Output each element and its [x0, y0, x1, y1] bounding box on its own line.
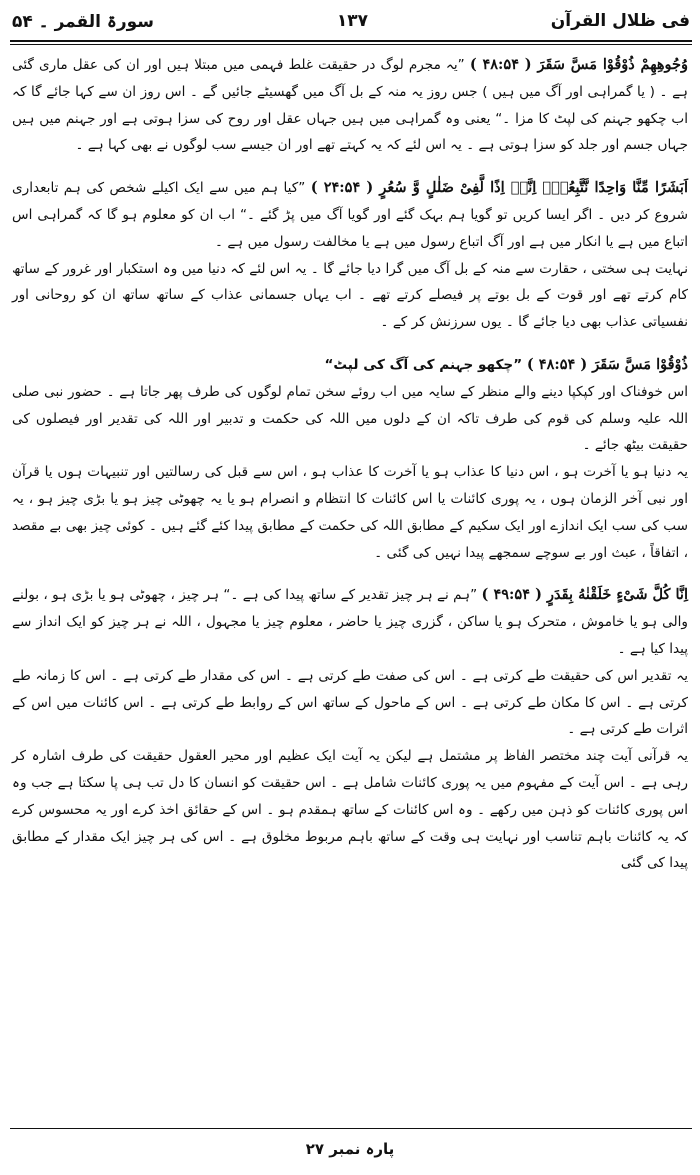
verse-text: اَبَشَرًا مِّنَّا وَاحِدًا نَّتَّبِعُهٗۤ اِنَّاۤ اِذًا لَّفِیْ ضَلٰلٍ وَّ سُعُرٍ ( ۲۴:۵۴ ) — [310, 179, 688, 197]
page-body — [12, 52, 688, 877]
book-title: فی ظلال القرآن — [550, 11, 690, 31]
paragraph — [12, 459, 688, 566]
verse-text: وُجُوهِهِمْ ذُوْقُوْا مَسَّ سَقَرَ ( ۴۸:۵۴ ) — [469, 56, 688, 73]
surah-label: سورۃ القمر ۔ ۵۴ — [12, 11, 155, 32]
paragraph-text: ”کیا ہم میں سے ایک اکیلے شخص کی ہم تابعداری شروع کر دیں ۔ اگر ایسا کریں تو گویا ہم بہک گئے اور گویا آگ میں پڑ گئے ۔“ اب ان کو معلوم ہو گا کہ گمراہی اس اتباع میں ہے یا انکار میں ہے اور آگ اتباع رسول میں ہے یا مخالفت رسول میں ہے ۔ — [12, 180, 688, 250]
verse-text: ذُوْقُوْا مَسَّ سَقَرَ ( ۴۸:۵۴ ) — [526, 355, 688, 373]
paragraph — [12, 379, 688, 459]
paragraph-text: ”یہ مجرم لوگ در حقیقت غلط فہمی میں مبتلا ہیں اور ان کی عقل ماری گئی ہے ۔ ( یا گمراہی اور آگ میں ہیں ) جس روز یہ منہ کے بل آگ میں گھسیٹے جائیں گے ۔ اس روز ان سے کہا جائے گا کہ اب چکھو جہنم کی لپٹ کا مزا ۔“ یعنی وہ گمراہی میں ہیں جہاں عقل اور روح کی سزا ہوتی ہے اور جہنم میں ہیں جہاں جسم اور جلد کو سزا ہوتی ہے ۔ یہ اس لئے کہ یہ کہتے تھے اور ان جیسے سب لوگوں نے بھی کہا ہے ۔ — [12, 57, 688, 154]
verse-text: اِنَّا كُلَّ شَیْءٍ خَلَقْنٰهُ بِقَدَرٍ ( ۴۹:۵۴ ) — [481, 586, 688, 604]
paragraph-text: ”چکھو جہنم کی آگ کی لپٹ“ — [324, 356, 527, 373]
header-rule-thin — [10, 44, 692, 45]
paragraph — [12, 663, 688, 743]
paragraph-text: یہ قرآنی آیت چند مختصر الفاظ پر مشتمل ہے لیکن یہ آیت ایک عظیم اور محیر العقول حقیقت کی طرف اشارہ کر رہی ہے ۔ اس آیت کے مفہوم میں یہ پوری کائنات شامل ہے ۔ اس حقیقت کو انسان کا دل تب ہی پا سکتا ہے جب وہ اس پوری کائنات کو ذہن میں رکھے ۔ وہ اس کائنات کے ساتھ ہمقدم ہو ۔ اس کے حقائق اخذ کرے اور یہ محسوس کرے کہ یہ کائنات باہم تناسب اور نہایت ہی وقت کے ساتھ باہم مربوط مخلوق ہے ۔ اس کی ہر چیز ایک مقدار کے مطابق پیدا کی گئی — [12, 748, 689, 872]
paragraph-text: ”ہم نے ہر چیز تقدیر کے ساتھ پیدا کی ہے ۔“ ہر چیز ، چھوٹی ہو یا بڑی ہو ، بولنے والی ہو یا خاموش ، متحرک ہو یا ساکن ، گزری چیز یا حاضر ، معلوم چیز یا مجہول ، اللہ نے ہر چیز کو ایک انداز سے پیدا کیا ہے ۔ — [12, 587, 688, 657]
paragraph — [12, 256, 688, 336]
paragraph — [12, 175, 688, 255]
paragraph-text: نہایت ہی سختی ، حقارت سے منہ کے بل آگ میں گرا دیا جائے گا ۔ یہ اس لئے کہ دنیا میں وہ استکبار اور غرور کے ساتھ کام کرتے تھے اور قوت کے بل بوتے پر فیصلے کرتے تھے ۔ اب یہاں جسمانی عذاب کے ساتھ ساتھ ان کو روحانی اور نفسیاتی عذاب بھی دیا جائے گا ۔ یوں سرزنش کر کے ۔ — [12, 260, 688, 331]
paragraph — [12, 582, 688, 662]
page-header — [12, 6, 690, 36]
paragraph-text: یہ دنیا ہو یا آخرت ہو ، اس دنیا کا عذاب ہو یا آخرت کا عذاب ہو ، اس سے قبل کی رسالتیں اور تنبیہات ہوں یا قرآن اور نبی آخر الزمان ہوں ، یہ پوری کائنات یا اس کائنات کا انتظام و انصرام ہو یا یہ چھوٹی چیز ہو یا بڑی چیز ہو ، یہ سب کی سب ایک اندازے اور ایک سکیم کے مطابق اللہ کی حکمت کے مطابق پیدا کئے گئے ہیں ۔ کوئی چیز بھی بے مقصد ، اتفاقاً ، عبث اور بے سوچے سمجھے پیدا نہیں کی گئی ۔ — [12, 464, 688, 561]
paragraph — [12, 743, 688, 877]
paragraph-text: اس خوفناک اور کپکپا دینے والے منظر کے سایہ میں اب روئے سخن تمام لوگوں کی طرف پھر جاتا ہے ۔ حضور نبی صلی اللہ علیہ وسلم کی قوم کی طرف تاکہ ان کے دلوں میں اللہ کی حکمت و تدبیر اور اللہ کی تقدیر اور فیصلوں کی حقیقت بیٹھ جائے ۔ — [12, 383, 688, 454]
para-number: پارہ نمبر ۲۷ — [305, 1140, 395, 1158]
page-number: ۱۳۷ — [336, 11, 368, 31]
paragraph — [12, 52, 688, 159]
paragraph-text: یہ تقدیر اس کی حقیقت طے کرتی ہے ۔ اس کی صفت طے کرتی ہے ۔ اس کی مقدار طے کرتی ہے ۔ اس کا زمانہ طے کرتی ہے ۔ اس کا مکان طے کرتی ہے ۔ اس کے ماحول کے ساتھ اس کے روابط طے کرتی ہے ۔ اس کائنات میں اس کے اثرات طے کرتی ہے ۔ — [12, 667, 688, 738]
paragraph — [12, 352, 688, 379]
footer-rule — [10, 1128, 692, 1129]
header-rule — [10, 40, 692, 42]
